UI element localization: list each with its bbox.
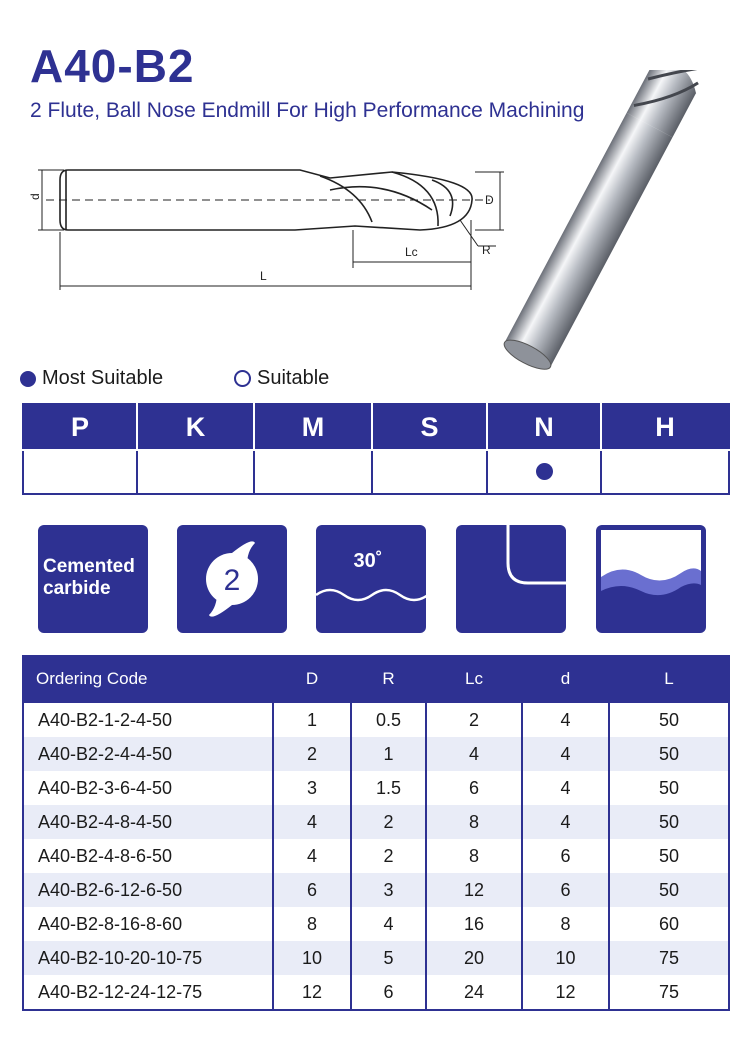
helix-angle-icon — [316, 525, 426, 633]
spec-cell: 12 — [522, 975, 609, 1010]
spec-cell: 6 — [426, 771, 522, 805]
spec-cell: 4 — [273, 805, 351, 839]
legend-suitable — [234, 367, 329, 390]
column-header: L — [609, 656, 729, 702]
spec-cell: 4 — [522, 805, 609, 839]
spec-cell: 6 — [522, 839, 609, 873]
spec-cell: 1 — [273, 702, 351, 737]
table-row — [23, 839, 729, 873]
product-title: A40-B2 — [30, 40, 195, 92]
open-dot-icon — [234, 370, 251, 387]
ordering-code-cell: A40-B2-2-4-4-50 — [23, 737, 273, 771]
material-header: N — [487, 404, 601, 450]
flute-count-icon — [177, 525, 287, 633]
spec-cell: 8 — [273, 907, 351, 941]
spec-cell: 4 — [426, 737, 522, 771]
spec-table-body — [23, 702, 729, 1010]
spec-cell: 5 — [351, 941, 426, 975]
table-row — [23, 702, 729, 737]
spec-cell: 3 — [351, 873, 426, 907]
helix-angle: 30˚ — [353, 550, 383, 572]
legend-most-suitable-label: Most Suitable — [42, 367, 164, 389]
material-label: Cemented carbide — [43, 556, 135, 599]
legend-suitable-label: Suitable — [257, 367, 330, 389]
material-header: S — [372, 404, 487, 450]
table-row — [23, 941, 729, 975]
material-suitability-row — [23, 450, 729, 494]
spec-cell: 20 — [426, 941, 522, 975]
spec-cell: 1 — [351, 737, 426, 771]
material-header: H — [601, 404, 729, 450]
spec-cell: 50 — [609, 737, 729, 771]
spec-cell: 3 — [273, 771, 351, 805]
spec-cell: 50 — [609, 771, 729, 805]
column-header: Ordering Code — [23, 656, 273, 702]
spec-cell: 50 — [609, 873, 729, 907]
spec-cell: 75 — [609, 941, 729, 975]
suitability-cell — [23, 450, 137, 494]
table-row — [23, 771, 729, 805]
label-R: R — [482, 243, 491, 257]
spec-cell: 8 — [426, 805, 522, 839]
material-icon — [38, 525, 148, 633]
column-header: d — [522, 656, 609, 702]
endmill-photo — [440, 70, 740, 400]
table-row — [23, 805, 729, 839]
spec-cell: 50 — [609, 805, 729, 839]
spec-cell: 4 — [273, 839, 351, 873]
label-L: L — [260, 269, 267, 283]
spec-cell: 4 — [522, 702, 609, 737]
spec-cell: 4 — [522, 771, 609, 805]
spec-cell: 2 — [273, 737, 351, 771]
column-header: D — [273, 656, 351, 702]
filled-dot-icon — [20, 371, 36, 387]
ordering-code-cell: A40-B2-12-24-12-75 — [23, 975, 273, 1010]
ordering-code-cell: A40-B2-6-12-6-50 — [23, 873, 273, 907]
technical-drawing — [20, 150, 510, 300]
spec-cell: 16 — [426, 907, 522, 941]
label-d: d — [28, 193, 42, 200]
column-header: Lc — [426, 656, 522, 702]
spec-cell: 8 — [426, 839, 522, 873]
spec-cell: 75 — [609, 975, 729, 1010]
material-header: M — [254, 404, 372, 450]
ordering-code-cell: A40-B2-1-2-4-50 — [23, 702, 273, 737]
spec-cell: 6 — [351, 975, 426, 1010]
spec-cell: 50 — [609, 702, 729, 737]
flute-count: 2 — [223, 564, 241, 597]
material-table — [22, 403, 730, 495]
spec-cell: 60 — [609, 907, 729, 941]
spec-cell: 2 — [351, 805, 426, 839]
surface-finish-icon — [596, 525, 706, 633]
material-header-row — [23, 404, 729, 450]
spec-cell: 12 — [426, 873, 522, 907]
most-suitable-dot-icon — [536, 463, 553, 480]
material-header: K — [137, 404, 254, 450]
spec-cell: 24 — [426, 975, 522, 1010]
ordering-code-cell: A40-B2-8-16-8-60 — [23, 907, 273, 941]
suitability-cell — [601, 450, 729, 494]
ball-nose-corner-icon — [456, 525, 566, 633]
spec-cell: 1.5 — [351, 771, 426, 805]
table-row — [23, 873, 729, 907]
spec-cell: 12 — [273, 975, 351, 1010]
label-D: D — [485, 193, 494, 207]
spec-cell: 2 — [426, 702, 522, 737]
ordering-code-cell: A40-B2-4-8-6-50 — [23, 839, 273, 873]
spec-cell: 10 — [522, 941, 609, 975]
suitability-cell — [372, 450, 487, 494]
suitability-cell — [137, 450, 254, 494]
ordering-code-cell: A40-B2-3-6-4-50 — [23, 771, 273, 805]
spec-cell: 6 — [522, 873, 609, 907]
spec-table — [22, 655, 730, 1011]
table-row — [23, 737, 729, 771]
label-Lc: Lc — [405, 245, 418, 259]
legend-most-suitable — [20, 367, 163, 390]
ordering-code-cell: A40-B2-4-8-4-50 — [23, 805, 273, 839]
suitability-cell — [487, 450, 601, 494]
material-header: P — [23, 404, 137, 450]
suitability-cell — [254, 450, 372, 494]
spec-cell: 8 — [522, 907, 609, 941]
spec-cell: 10 — [273, 941, 351, 975]
spec-cell: 4 — [351, 907, 426, 941]
spec-cell: 2 — [351, 839, 426, 873]
product-subtitle: 2 Flute, Ball Nose Endmill For High Performance Machining — [30, 99, 585, 122]
table-row — [23, 975, 729, 1010]
column-header: R — [351, 656, 426, 702]
spec-cell: 4 — [522, 737, 609, 771]
spec-cell: 50 — [609, 839, 729, 873]
table-row — [23, 907, 729, 941]
spec-header-row — [23, 656, 729, 702]
spec-cell: 0.5 — [351, 702, 426, 737]
ordering-code-cell: A40-B2-10-20-10-75 — [23, 941, 273, 975]
spec-cell: 6 — [273, 873, 351, 907]
